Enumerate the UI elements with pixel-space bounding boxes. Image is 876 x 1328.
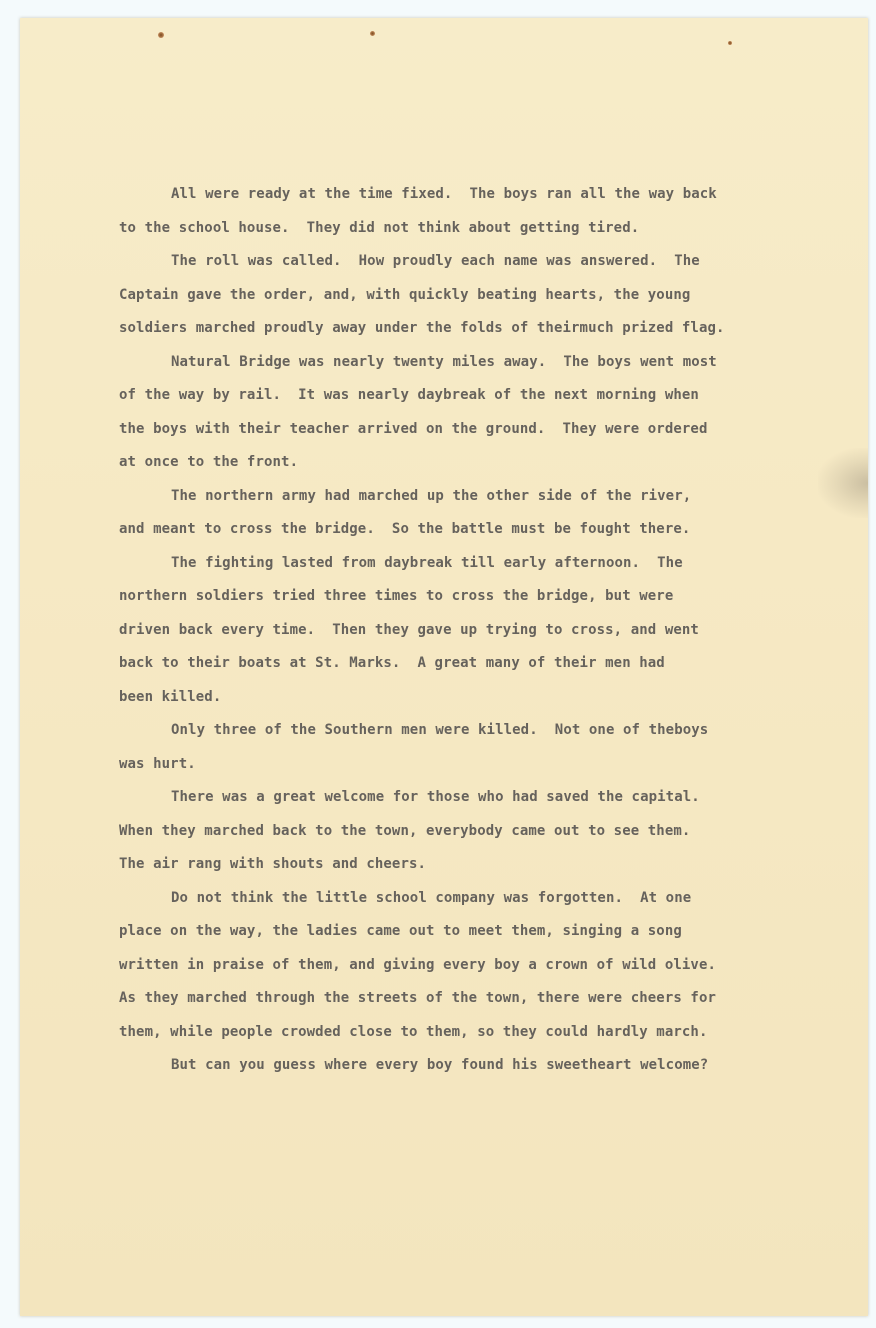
text-line: There was a great welcome for those who had saved the capital. xyxy=(171,789,700,805)
text-line: The northern army had marched up the other side of the river, xyxy=(171,487,692,504)
text-line: was hurt. xyxy=(119,755,196,772)
text-line: The air rang with shouts and cheers. xyxy=(119,856,427,872)
text-line: Captain gave the order, and, with quickly beating hearts, the young xyxy=(119,286,691,303)
text-line: Only three of the Southern men were killed. Not one of theboys xyxy=(171,722,709,738)
text-line: of the way by rail. It was nearly daybreak of the next morning when xyxy=(119,387,699,403)
pin-hole-mark xyxy=(158,32,164,38)
text-line: and meant to cross the bridge. So the battle must be fought there. xyxy=(119,521,691,537)
text-line: Do not think the little school company was forgotten. At one xyxy=(171,889,692,906)
text-line: been killed. xyxy=(119,688,222,705)
text-line: All were ready at the time fixed. The boys ran all the way back xyxy=(171,186,717,202)
text-line: back to their boats at St. Marks. A great many of their men had xyxy=(119,655,665,671)
text-line: The roll was called. How proudly each name was answered. The xyxy=(171,253,700,269)
typed-text-block xyxy=(119,178,819,1083)
text-line: The fighting lasted from daybreak till early afternoon. The xyxy=(171,554,683,571)
text-line: soldiers marched proudly away under the folds of theirmuch prized flag. xyxy=(119,320,725,336)
text-line: As they marched through the streets of the town, there were cheers for xyxy=(119,990,717,1006)
pin-hole-mark xyxy=(370,31,375,36)
text-line: place on the way, the ladies came out to meet them, singing a song xyxy=(119,923,682,939)
text-line: them, while people crowded close to them, so they could hardly march. xyxy=(119,1023,708,1040)
text-line: Natural Bridge was nearly twenty miles away. The boys went most xyxy=(171,353,717,370)
text-line: When they marched back to the town, everybody came out to see them. xyxy=(119,822,691,839)
text-line: to the school house. They did not think about getting tired. xyxy=(119,219,640,236)
text-line: at once to the front. xyxy=(119,454,299,470)
text-line: But can you guess where every boy found his sweetheart welcome? xyxy=(171,1057,709,1073)
text-line: driven back every time. Then they gave up trying to cross, and went xyxy=(119,621,699,638)
pin-hole-mark xyxy=(728,41,732,45)
text-line: northern soldiers tried three times to cross the bridge, but were xyxy=(119,588,674,604)
paper-sheet xyxy=(20,18,868,1316)
edge-stain xyxy=(818,448,868,518)
text-line: written in praise of them, and giving every boy a crown of wild olive. xyxy=(119,956,717,973)
text-line: the boys with their teacher arrived on the ground. They were ordered xyxy=(119,420,708,437)
